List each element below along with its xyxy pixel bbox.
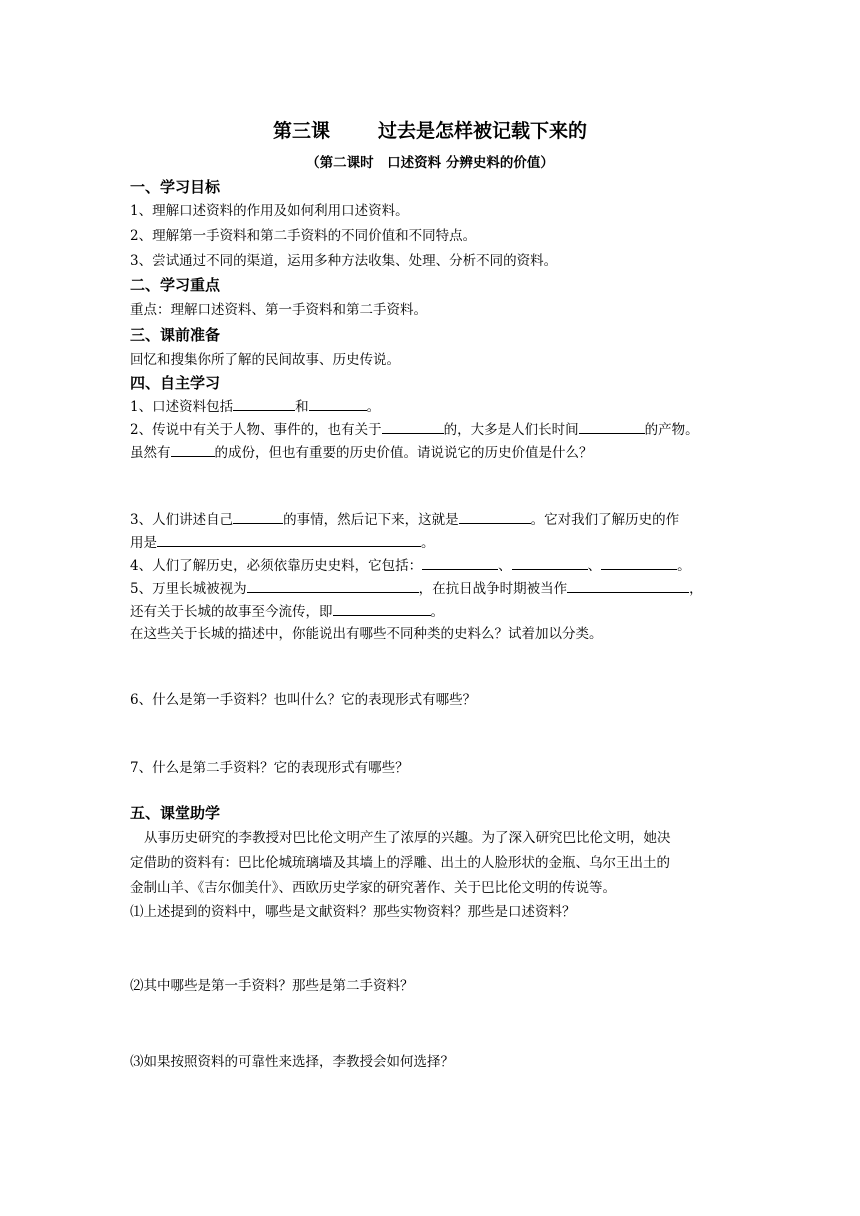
answer-blank[interactable]: [233, 509, 283, 524]
goal-line-3: 3、尝试通过不同的渠道，运用多种方法收集、处理、分析不同的资料。: [130, 253, 558, 269]
sub-question-2: ⑵其中哪些是第一手资料？那些是第二手资料？: [130, 978, 414, 994]
question-4: 4、人们了解历史，必须依靠历史史料，它包括： 、 、 。: [130, 555, 691, 576]
question-2-line-1: 2、传说中有关于人物、事件的，也有关于 的，大多是人们长时间 的产物。: [130, 419, 699, 440]
answer-blank[interactable]: [459, 509, 531, 524]
answer-blank[interactable]: [512, 555, 588, 570]
answer-blank[interactable]: [309, 396, 367, 411]
answer-blank[interactable]: [601, 555, 677, 570]
section-heading-class-help: 五、课堂助学: [130, 804, 221, 822]
section-heading-prep: 三、课前准备: [130, 326, 221, 344]
goal-line-2: 2、理解第一手资料和第二手资料的不同价值和不同特点。: [130, 228, 477, 244]
sub-question-1: ⑴上述提到的资料中，哪些是文献资料？那些实物资料？那些是口述资料？: [130, 904, 576, 920]
page-subtitle: （第二课时 口述资料 分辨史料的价值）: [306, 155, 554, 171]
answer-blank[interactable]: [247, 578, 419, 593]
question-5-line-2: 还有关于长城的故事至今流传，即 。: [130, 601, 444, 622]
answer-blank[interactable]: [382, 419, 444, 434]
question-5-line-1: 5、万里长城被视为 ，在抗日战争时期被当作 ，: [130, 578, 703, 599]
answer-blank[interactable]: [171, 442, 215, 457]
passage-line-3: 金制山羊、《吉尔伽美什》、西欧历史学家的研究著作、关于巴比伦文明的传说等。: [130, 880, 616, 896]
section-heading-focus: 二、学习重点: [130, 276, 221, 294]
page-title: [0, 116, 860, 143]
answer-blank[interactable]: [157, 532, 421, 547]
answer-blank[interactable]: [579, 419, 645, 434]
question-1: 1、口述资料包括 和 。: [130, 396, 380, 417]
passage-line-2: 定借助的资料有：巴比伦城琉璃墙及其墙上的浮雕、出土的人脸形状的金瓶、乌尔王出土的: [130, 855, 670, 871]
section-heading-goals: 一、学习目标: [130, 178, 221, 196]
question-3-line-2: 用是 。: [130, 532, 435, 553]
title-lesson: 第三课: [272, 120, 330, 142]
question-5-line-3: 在这些关于长城的描述中，你能说出有哪些不同种类的史料么？试着加以分类。: [130, 626, 603, 642]
passage-line-1: 从事历史研究的李教授对巴比伦文明产生了浓厚的兴趣。为了深入研究巴比伦文明，她决: [144, 830, 671, 846]
answer-blank[interactable]: [422, 555, 498, 570]
answer-blank[interactable]: [567, 578, 689, 593]
title-topic: 过去是怎样被记载下来的: [378, 120, 588, 142]
goal-line-1: 1、理解口述资料的作用及如何利用口述资料。: [130, 203, 409, 219]
section-heading-self-study: 四、自主学习: [130, 374, 221, 392]
answer-blank[interactable]: [333, 601, 431, 616]
question-6: 6、什么是第一手资料？也叫什么？它的表现形式有哪些？: [130, 692, 477, 708]
question-2-line-2: 虽然有 的成份，但也有重要的历史价值。请说说它的历史价值是什么？: [130, 442, 593, 463]
question-3-line-1: 3、人们讲述自己 的事情，然后记下来，这就是 。它对我们了解历史的作: [130, 509, 679, 530]
sub-question-3: ⑶如果按照资料的可靠性来选择，李教授会如何选择？: [130, 1054, 454, 1070]
answer-blank[interactable]: [233, 396, 295, 411]
focus-line: 重点：理解口述资料、第一手资料和第二手资料。: [130, 302, 427, 318]
question-7: 7、什么是第二手资料？它的表现形式有哪些？: [130, 760, 409, 776]
prep-line: 回忆和搜集你所了解的民间故事、历史传说。: [130, 352, 400, 368]
